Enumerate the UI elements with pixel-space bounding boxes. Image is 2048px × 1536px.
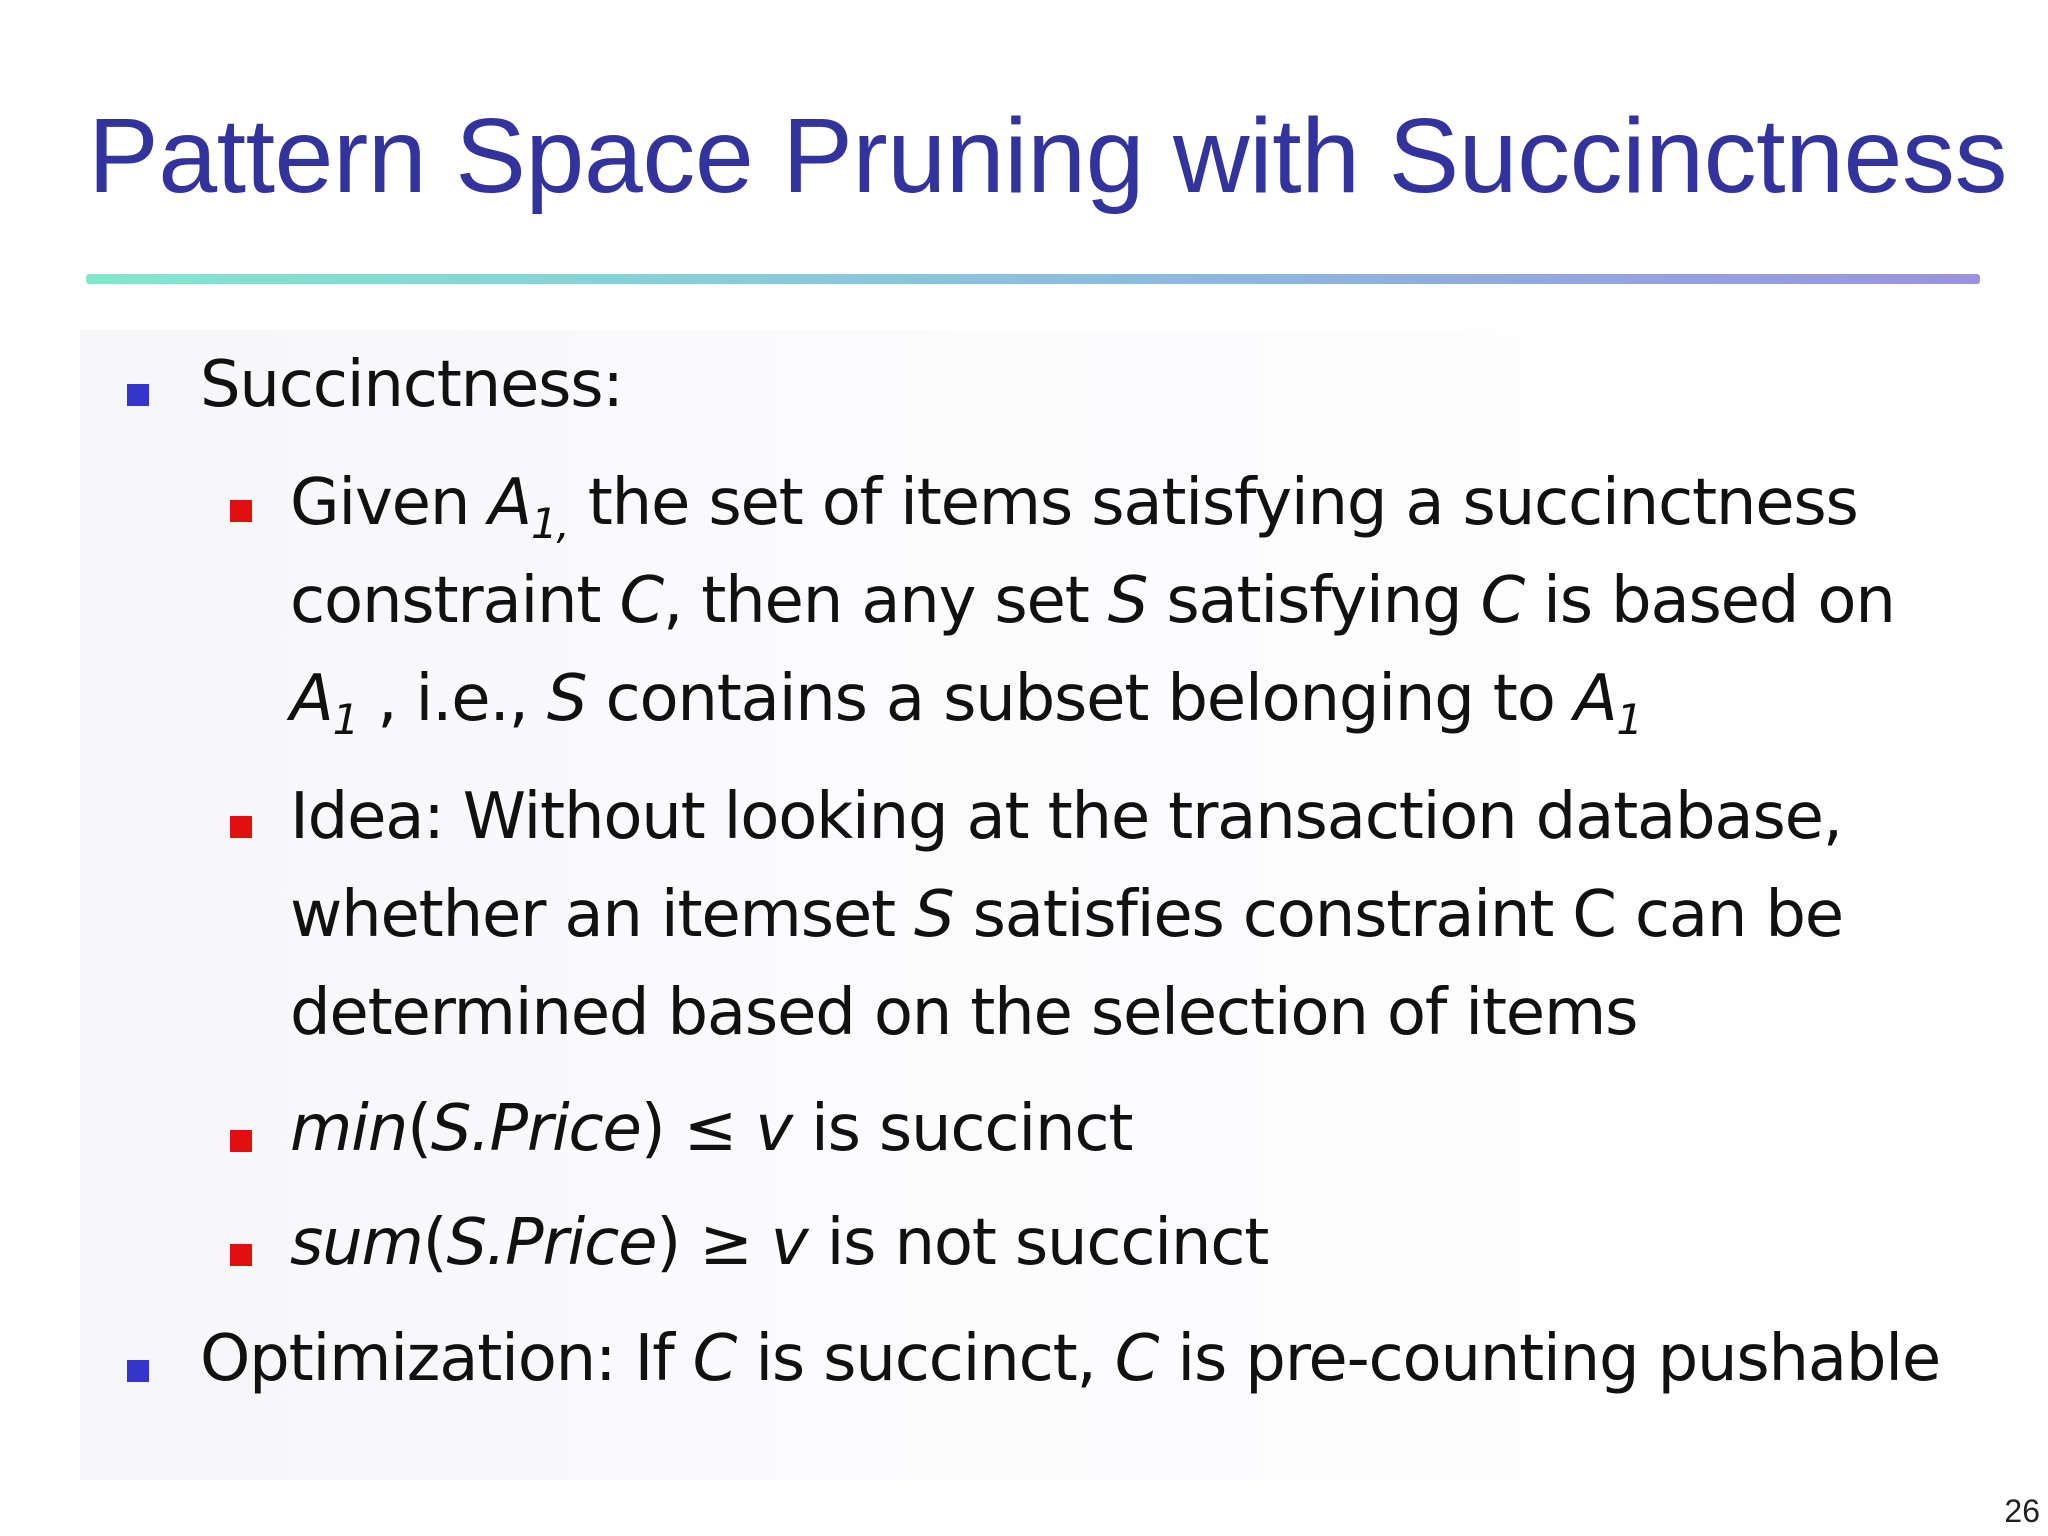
bullet-marker-optimization — [127, 1360, 149, 1382]
bullet-idea-line-3: determined based on the selection of items — [290, 976, 1638, 1050]
bullet-succinctness: Succinctness: — [200, 348, 623, 422]
bullet-min-succinct: min(S.Price) ≤ v is succinct — [290, 1092, 1133, 1166]
slide-title: Pattern Space Pruning with Succinctness — [88, 97, 2007, 215]
bullet-idea-line-2: whether an itemset S satisfies constraint C can be — [290, 878, 1843, 952]
bullet-given-line-1: Given $A_{1,}$ the set of items satisfying a succinctness — [290, 466, 1858, 548]
bullet-marker-succinctness — [127, 384, 149, 406]
bullet-marker-sum — [230, 1244, 252, 1266]
bullet-idea-line-1: Idea: Without looking at the transaction database, — [290, 780, 1842, 854]
bullet-optimization: Optimization: If C is succinct, C is pre-counting pushable — [200, 1322, 1941, 1396]
bullet-given-line-2: constraint C, then any set S satisfying C is based on — [290, 564, 1895, 638]
bullet-sum-not-succinct: sum(S.Price) ≥ v is not succinct — [290, 1206, 1269, 1280]
title-divider — [86, 274, 1980, 284]
bullet-marker-min — [230, 1130, 252, 1152]
bullet-given-line-3: $A_1$ , i.e., S contains a subset belonging to $A_1$ — [290, 662, 1642, 744]
bullet-marker-idea — [230, 816, 252, 838]
bullet-marker-given — [230, 500, 252, 522]
page-number: 26 — [2004, 1493, 2040, 1529]
